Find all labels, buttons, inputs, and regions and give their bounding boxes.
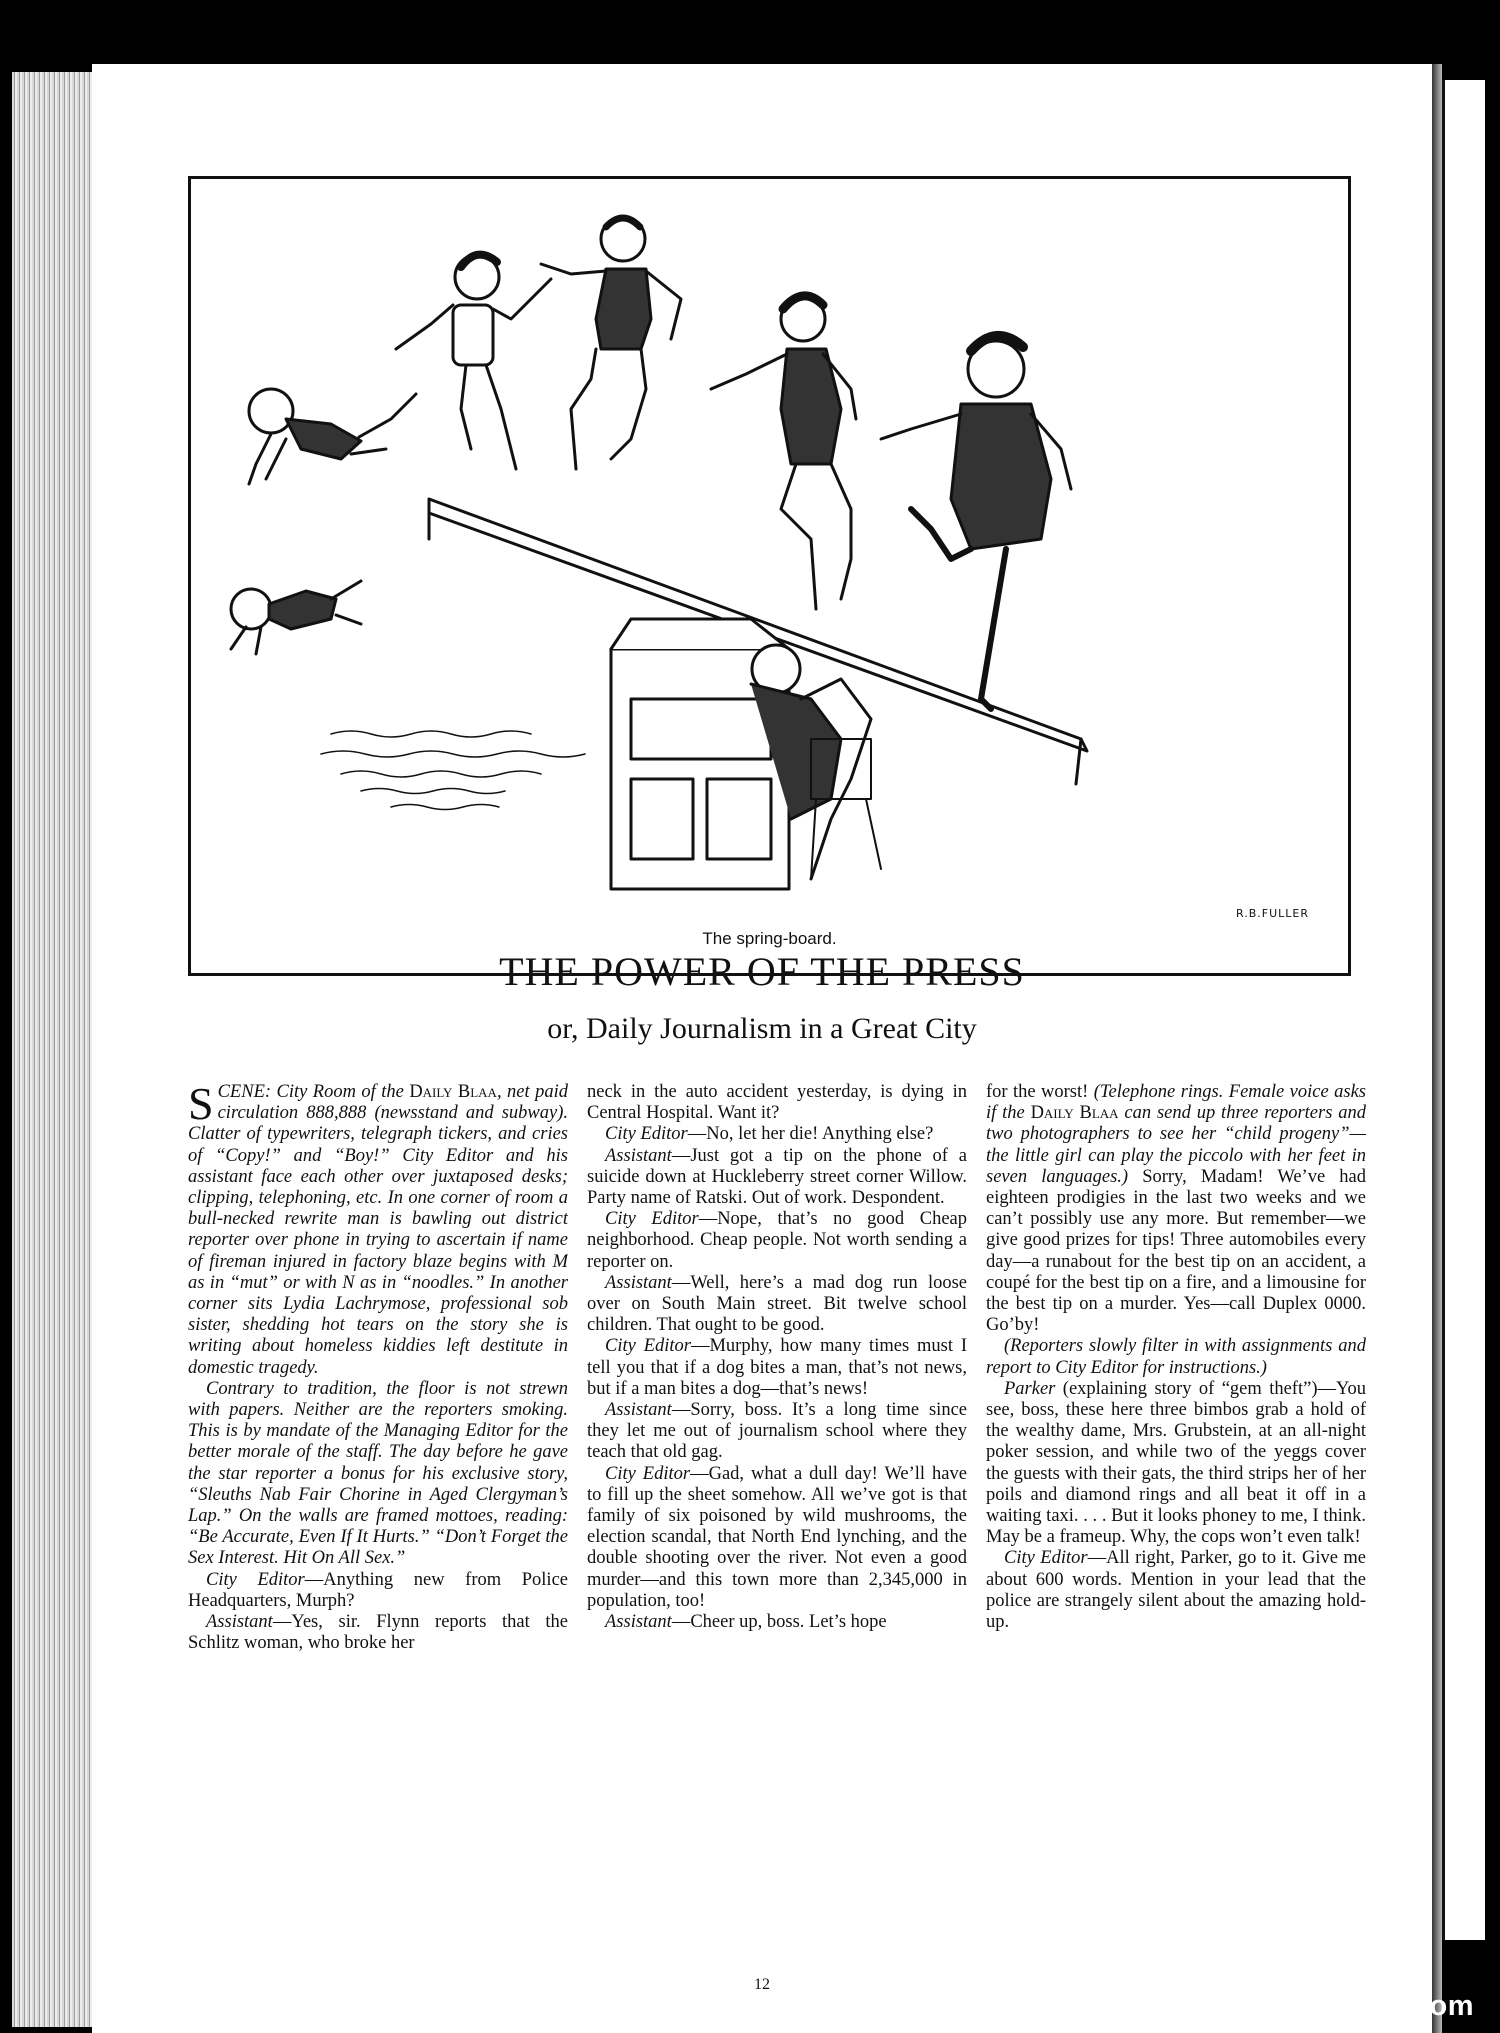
dialogue: (explaining story of “gem theft”)—You see, boss, these here three bimbos grab a hold of the wealthy dame, Mrs. Grubstein, at an all-night poker session, and while two of the yeggs cover the guests with their gats, the third strips her of her poils and diamond rings and all beat it off in a waiting taxi. . . . But it looks phoney to me, I think. May be a frameup. Why, the cops won’t even talk! bbox=[986, 1378, 1366, 1548]
scene-text: CENE: City Room of the bbox=[217, 1082, 410, 1102]
stage-direction: (Telephone rings. Female voice asks if the bbox=[986, 1082, 1366, 1124]
illustration-caption: The spring-board. bbox=[702, 929, 837, 948]
speaker-name: Assistant bbox=[206, 1612, 273, 1633]
newspaper-name: Daily Blaa bbox=[409, 1082, 497, 1102]
source-watermark: comicbooks.com bbox=[1230, 1990, 1474, 2022]
woman-swimmer bbox=[711, 296, 856, 609]
dialogue: —Murphy, how many times must I tell you that if a dog bites a man, that’s not news, but if a man bites a dog—that’s news! bbox=[587, 1336, 967, 1399]
dialogue: —Nope, that’s no good Cheap neighborhood. Cheap people. Not worth sending a reporter on. bbox=[587, 1209, 967, 1272]
speaker-name: Assistant bbox=[605, 1272, 672, 1293]
stage-direction: Contrary to tradition, the floor is not strewn with papers. Neither are the reporters smoking. This is by mandate of the Managing Editor for the better morale of the staff. The day before he gave the star reporter a bonus for his exclusive story, “Sleuths Nab Fair Chorine in Aged Clergyman’s Lap.” On the walls are framed mottoes, reading: “Be Accurate, Even If It Hurts.” “Don’t Forget the Sex Interest. Hit On All Sex.” bbox=[188, 1378, 568, 1569]
column-2 bbox=[587, 1082, 967, 1962]
speaker-name: City Editor bbox=[605, 1124, 688, 1145]
dialogue: —Sorry, boss. It’s a long time since they let me out of journalism school where they teach that old gag. bbox=[587, 1400, 967, 1463]
paragraph bbox=[986, 1379, 1366, 1549]
article-subtitle: or, Daily Journalism in a Great City bbox=[547, 1012, 977, 1045]
paragraph bbox=[587, 1146, 967, 1210]
artist-signature: R.B.FULLER bbox=[1236, 907, 1310, 920]
paragraph bbox=[587, 1612, 967, 1633]
paragraph bbox=[188, 1082, 568, 1379]
cartoon-illustration bbox=[188, 176, 1351, 976]
dialogue: —Well, here’s a mad dog run loose over on South Main street. Bit twelve school children. That ought to be good. bbox=[587, 1272, 967, 1336]
speaker-name: City Editor bbox=[605, 1209, 699, 1230]
column-3 bbox=[986, 1082, 1366, 1962]
dialogue: for the worst! bbox=[986, 1082, 1094, 1102]
paragraph bbox=[188, 1612, 568, 1654]
facing-page-strip bbox=[1442, 80, 1485, 1940]
paragraph bbox=[587, 1464, 967, 1612]
paragraph bbox=[587, 1124, 967, 1145]
paragraph bbox=[587, 1336, 967, 1400]
paragraph bbox=[587, 1273, 967, 1337]
cartoon-drawing bbox=[191, 179, 1348, 973]
article-title: THE POWER OF THE PRESS bbox=[499, 949, 1025, 994]
magazine-page bbox=[92, 64, 1432, 2033]
scene-text: , net paid circulation 888,888 (newsstand and subway). Clatter of typewriters, telegraph tickers, and cries of “Copy!” and “Boy!” City Editor and his assistant face each other over juxtaposed desks; clipping, telephoning, etc. In one corner of room a bull-necked rewrite man is bawling out district reporter over phone in trying to ascertain if name of fireman injured in factory blaze begins with M as in “mut” or with N as in “noodles.” In another corner sits Lydia Lachrymose, professional sob sister, shedding hot tears on the story she is writing about homeless kiddies left destitute in domestic tragedy. bbox=[188, 1082, 568, 1378]
page-number: 12 bbox=[754, 1976, 770, 1993]
paragraph bbox=[587, 1082, 967, 1124]
stage-direction: can send up three reporters and two photographers to see her “child progeny”—the little girl can play the piccolo with her feet in seven languages.) bbox=[986, 1103, 1366, 1187]
paragraph bbox=[587, 1400, 967, 1464]
child-figure bbox=[249, 389, 416, 484]
dialogue: —No, let her die! Anything else? bbox=[687, 1124, 934, 1145]
baby-figure bbox=[231, 581, 361, 654]
speaker-name: Assistant bbox=[605, 1145, 672, 1166]
paragraph bbox=[986, 1336, 1366, 1378]
speaker-name: City Editor bbox=[605, 1336, 691, 1357]
girl-swimmer-1 bbox=[396, 255, 551, 469]
newspaper-name: Daily Blaa bbox=[1030, 1103, 1119, 1124]
dialogue: —Just got a tip on the phone of a suicide down at Huckleberry street corner Willow. Party name of Ratski. Out of work. Despondent. bbox=[587, 1145, 967, 1209]
speaker-name: City Editor bbox=[605, 1463, 691, 1484]
dialogue: —Anything new from Police Headquarters, Murph? bbox=[188, 1569, 568, 1611]
speaker-name: Assistant bbox=[605, 1612, 672, 1633]
column-1 bbox=[188, 1082, 568, 1962]
paragraph bbox=[587, 1209, 967, 1273]
dialogue: neck in the auto accident yesterday, is dying in Central Hospital. Want it? bbox=[587, 1082, 967, 1124]
article-body bbox=[188, 1082, 1366, 1962]
paragraph bbox=[986, 1548, 1366, 1633]
dialogue: —Gad, what a dull day! We’ll have to fill up the sheet somehow. All we’ve got is that family of six poisoned by wild mushrooms, the election scandal, that North End lynching, and the double shooting over the river. Not even a good murder—and this town more than 2,345,000 in population, too! bbox=[587, 1463, 967, 1611]
speaker-name: Parker bbox=[1004, 1378, 1056, 1399]
man-swimmer bbox=[541, 217, 681, 469]
stage-direction: (Reporters slowly filter in with assignments and report to City Editor for instructions.) bbox=[986, 1336, 1366, 1378]
dialogue: —Cheer up, boss. Let’s hope bbox=[671, 1612, 887, 1633]
dialogue: Sorry, Madam! We’ve had eighteen prodigies in the last two weeks and we can’t possibly use any more. But remember—we give good prizes for tips! Three automobiles every day—a runabout for the best tip on an accident, a coupé for the best tip on a fire, and a limousine for the best tip on a murder. Yes—call Duplex 0000. Go’by! bbox=[986, 1166, 1366, 1336]
paragraph bbox=[188, 1379, 568, 1570]
paragraph bbox=[188, 1570, 568, 1612]
drop-cap: S bbox=[188, 1082, 214, 1129]
dialogue: —Yes, sir. Flynn reports that the Schlitz woman, who broke her bbox=[188, 1612, 568, 1654]
paragraph bbox=[986, 1082, 1366, 1336]
water-ripples bbox=[321, 731, 585, 810]
book-page-edges bbox=[12, 72, 94, 2027]
speaker-name: City Editor bbox=[1004, 1548, 1088, 1569]
speaker-name: Assistant bbox=[605, 1400, 672, 1421]
dialogue: —All right, Parker, go to it. Give me about 600 words. Mention in your lead that the police are strangely silent about the amazing hold-up. bbox=[986, 1548, 1366, 1633]
speaker-name: City Editor bbox=[206, 1569, 305, 1590]
large-woman-swimmer bbox=[881, 336, 1071, 709]
facing-page-edge bbox=[1432, 64, 1442, 2033]
